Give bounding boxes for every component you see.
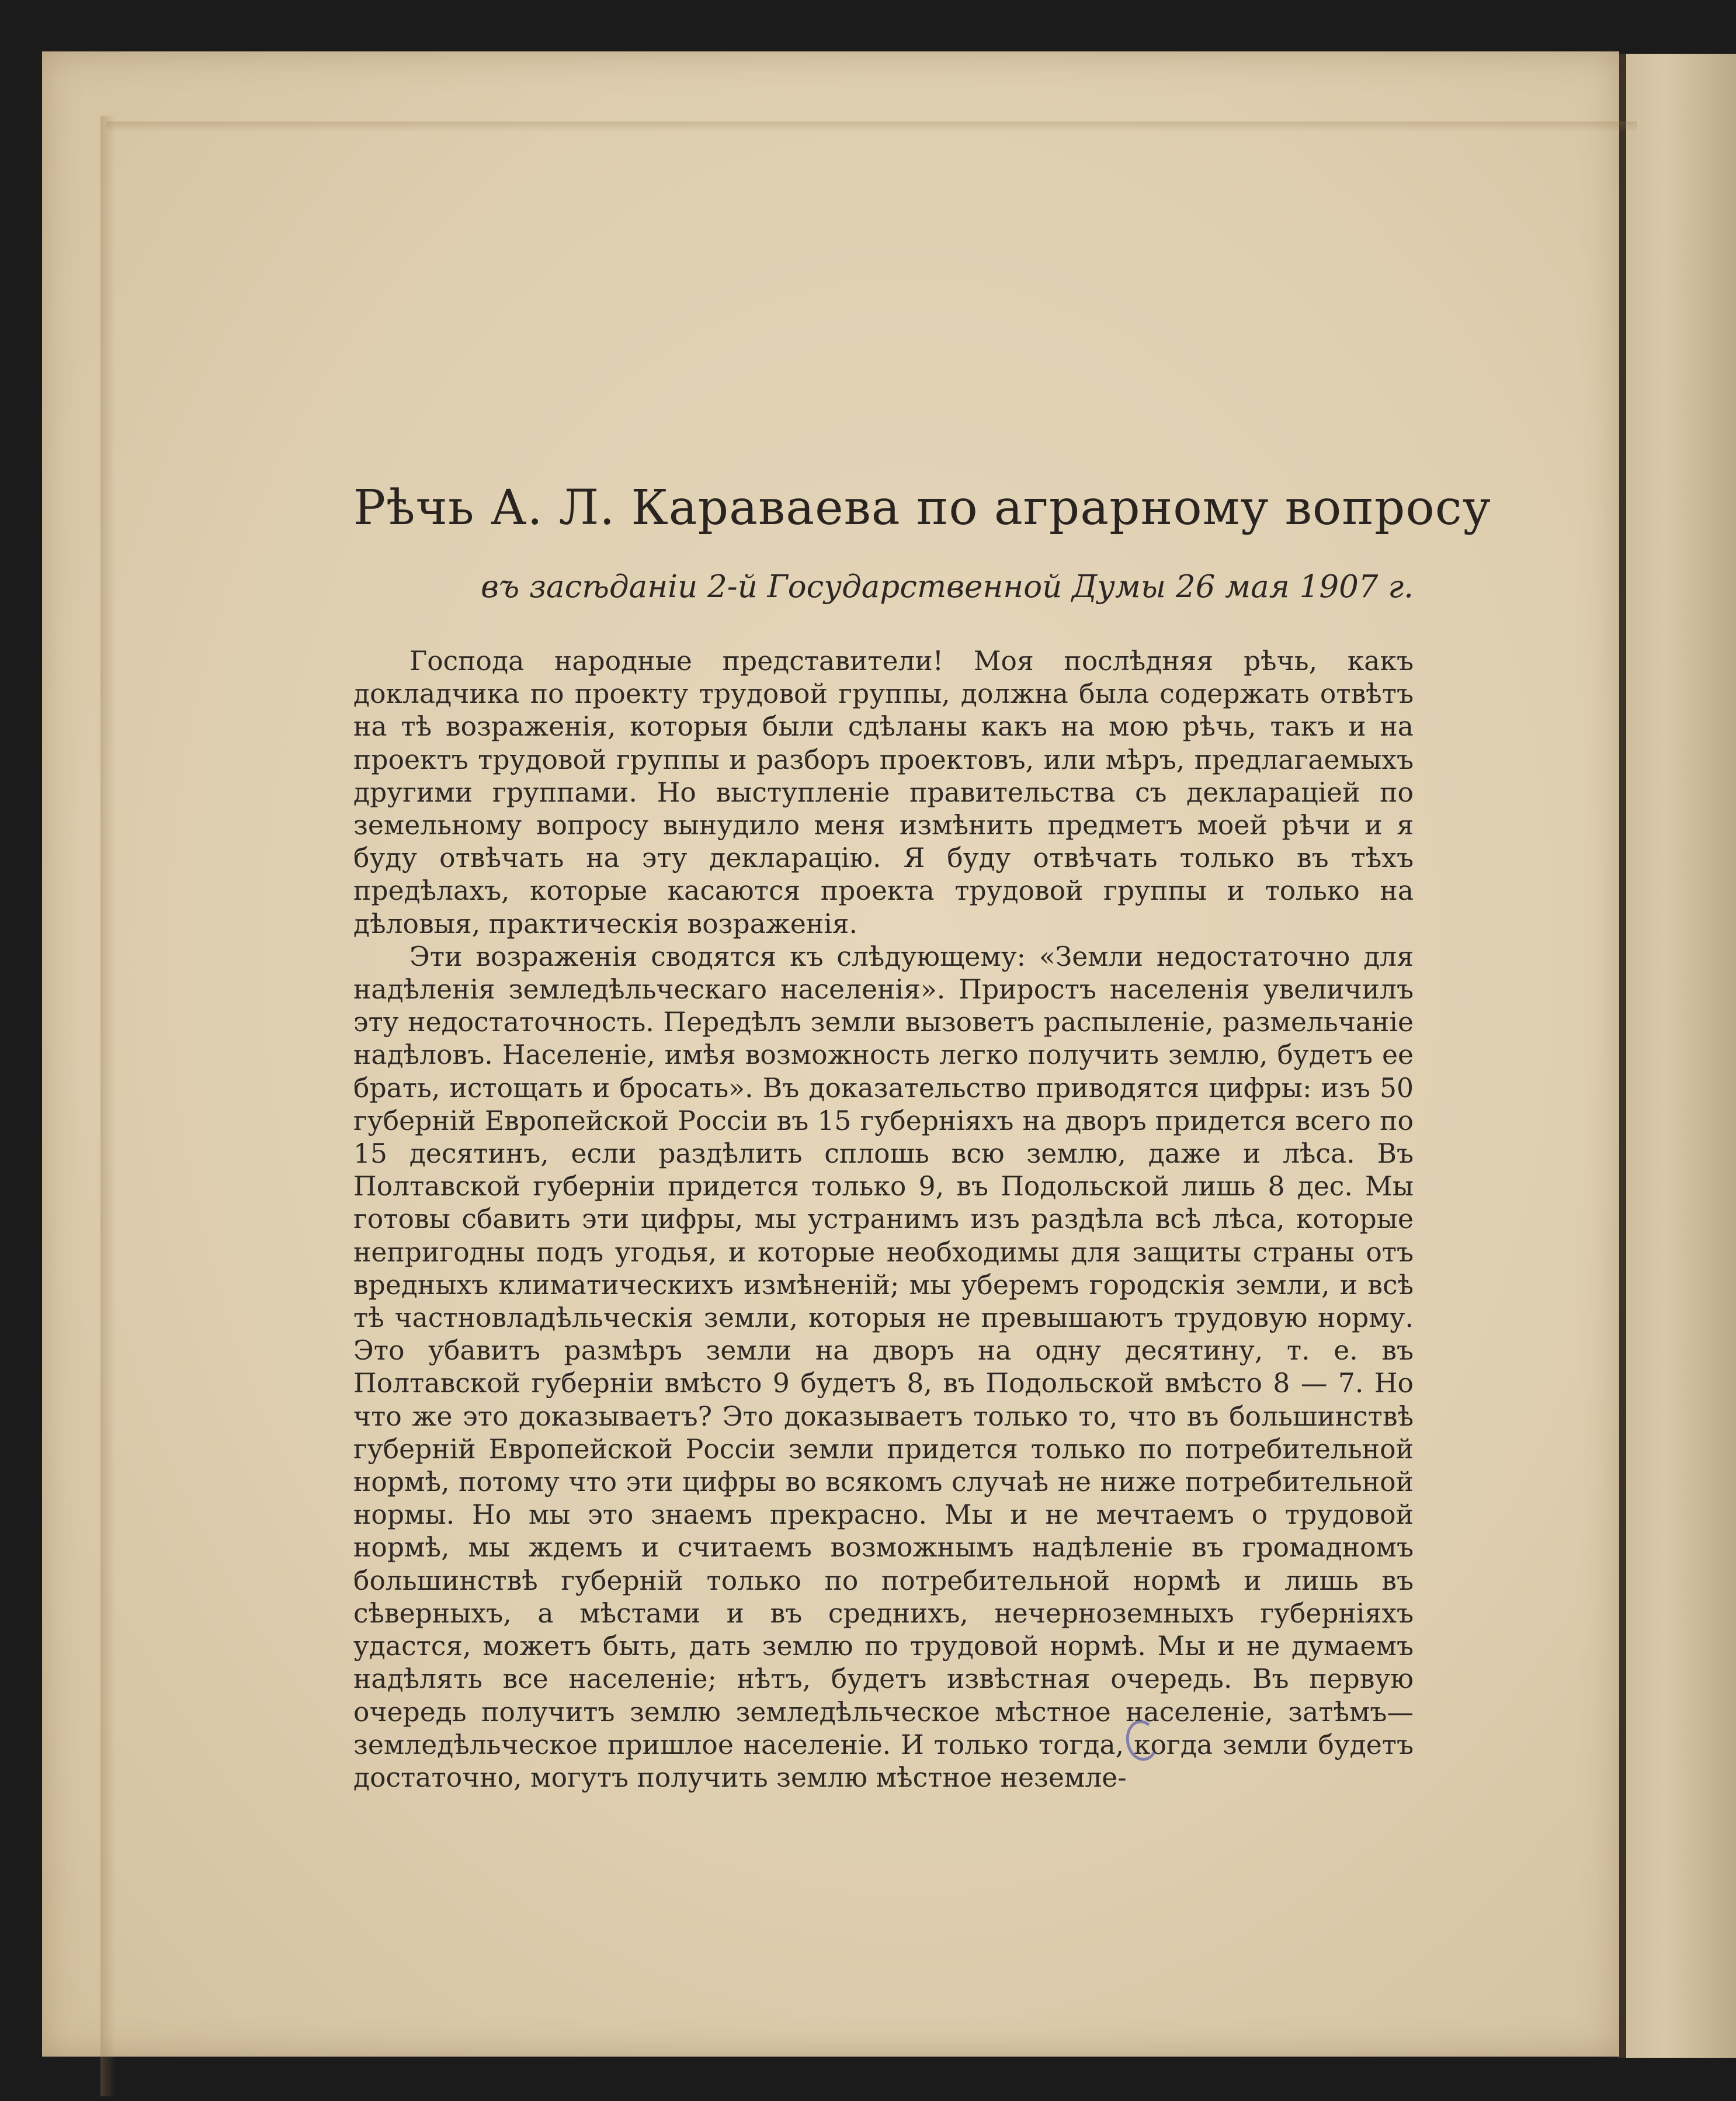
page-title: Рѣчь А. Л. Караваева по аграрному вопросу — [353, 480, 1491, 536]
paragraph-2: Эти возраженія сводятся къ слѣдующему: «Земли недостаточно для надѣленія земледѣльческаго населенія». Приростъ населенія увеличилъ эту недостаточность. Передѣлъ земли вызоветъ распыленіе, размельчаніе надѣловъ. Населеніе, имѣя возможность легко получить землю, будетъ ее брать, истощать и бросать». Въ доказательство приводятся цифры: изъ 50 губерній Европейской Россіи въ 15 губерніяхъ на дворъ придется всего по 15 десятинъ, если раздѣлить сплошь всю землю, даже и лѣса. Въ Полтавской губерніи придется только 9, въ Подольской лишь 8 дес. Мы готовы сбавить эти цифры, мы устранимъ изъ раздѣла всѣ лѣса, которые непригодны подъ угодья, и которые необходимы для защиты страны отъ вредныхъ климатическихъ измѣненій; мы уберемъ городскія земли, и всѣ тѣ частновладѣльческія земли, которыя не превышаютъ трудовую норму. Это убавитъ размѣръ земли на дворъ на одну десятину, т. е. въ Полтавской губерніи вмѣсто 9 будетъ 8, въ Подольской вмѣсто 8 — 7. Но что же это доказываетъ? Это доказываетъ только то, что въ большинствѣ губерній Европейской Россіи земли придется только по потребительной нормѣ, потому что эти цифры во всякомъ случаѣ не ниже потребительной нормы. Но мы это знаемъ прекрасно. Мы и не мечтаемъ о трудовой нормѣ, мы ждемъ и считаемъ возможнымъ надѣленіе въ громадномъ большинствѣ губерній только по потребительной нормѣ и лишь въ сѣверныхъ, а мѣстами и въ среднихъ, нечерноземныхъ губерніяхъ удастся, можетъ быть, дать землю по трудовой нормѣ. Мы и не думаемъ надѣлять все населеніе; нѣтъ, будетъ извѣстная очередь. Въ первую очередь получитъ землю земледѣльческое мѣстное населеніе, затѣмъ—земледѣльческое пришлое населеніе. И только тогда, когда земли будетъ достаточно, могутъ получить землю мѣстное неземле- — [353, 941, 1414, 1793]
page-top-shadow — [106, 122, 1637, 132]
page-content — [353, 479, 1491, 1794]
page-fold-shadow — [100, 116, 116, 2096]
page-subtitle: въ засѣданіи 2-й Государственной Думы 26 мая 1907 г. — [481, 569, 1414, 605]
paragraph-1: Господа народные представители! Моя послѣдняя рѣчь, какъ докладчика по проекту трудовой группы, должна была содержать отвѣтъ на тѣ возраженія, которыя были сдѣланы какъ на мою рѣчь, такъ и на проектъ трудовой группы и разборъ проектовъ, или мѣръ, предлагаемыхъ другими группами. Но выступленіе правительства съ декларацiей по земельному вопросу вынудило меня измѣнить предметъ моей рѣчи и я буду отвѣчать на эту декларацію. Я буду отвѣчать только въ тѣхъ предѣлахъ, которые касаются проекта трудовой группы и только на дѣловыя, практическія возраженія. — [353, 646, 1414, 939]
next-page-edge — [1618, 54, 1736, 2058]
